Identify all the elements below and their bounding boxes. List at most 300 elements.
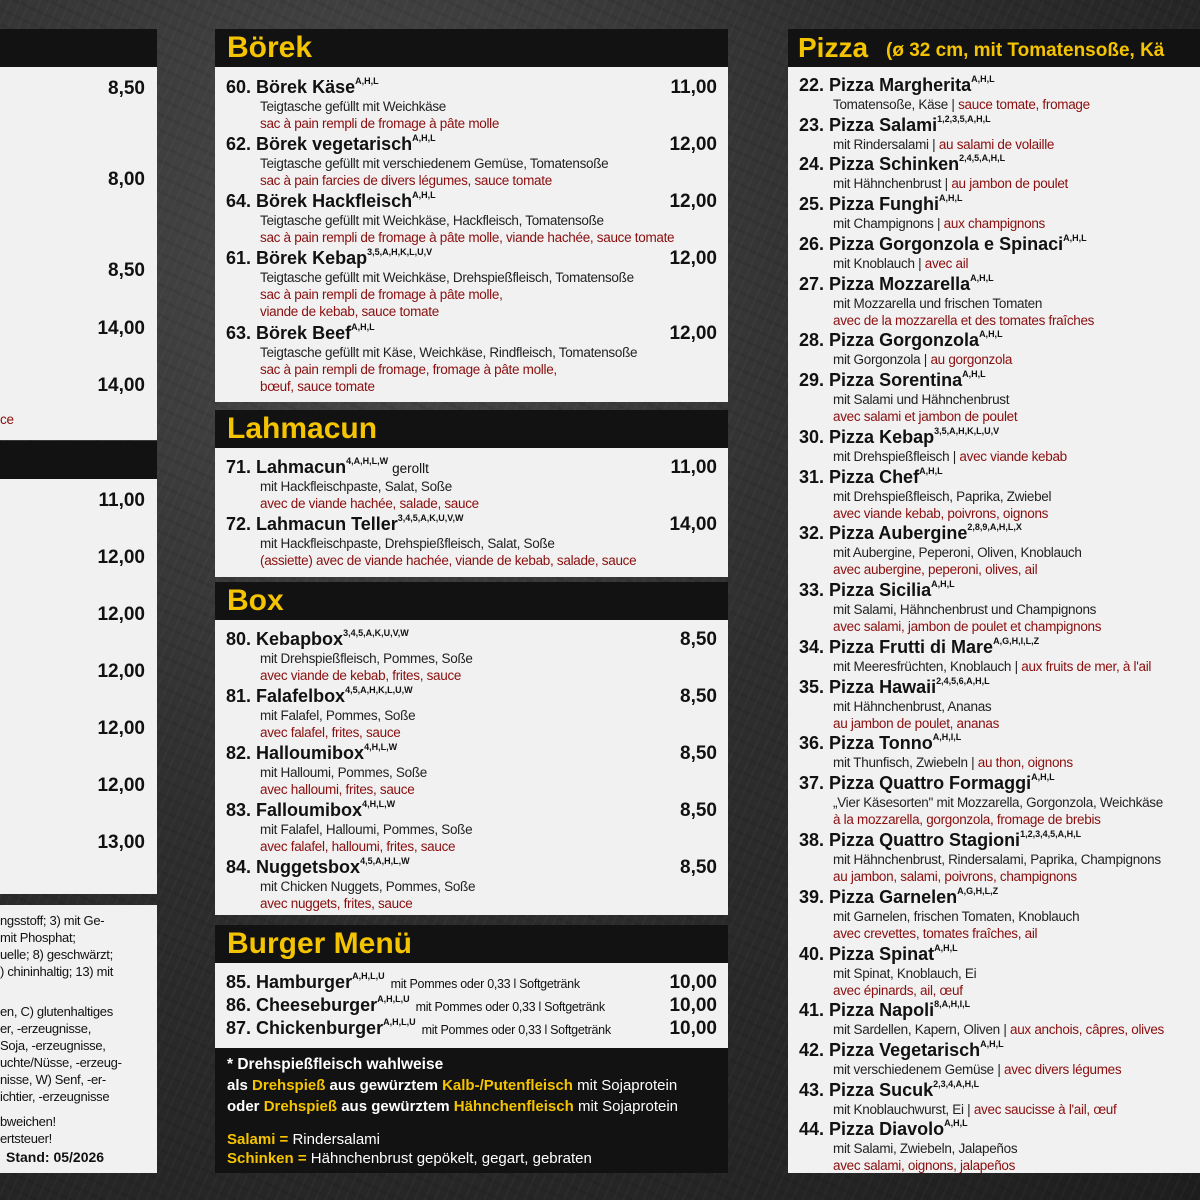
item-title: Pizza Hawaii	[829, 676, 937, 697]
item-desc-fr: au gorgonzola	[930, 352, 1013, 368]
item-desc-de: mit Mozzarella und frischen Tomaten	[833, 295, 1043, 311]
item-desc	[833, 1103, 1116, 1117]
info-line: Salami = Rindersalami	[227, 1131, 381, 1148]
item-title: Pizza Napoli	[829, 1000, 935, 1021]
item-name	[226, 324, 375, 342]
allergen-codes: 3,4,5,A,K,U,V,W	[343, 628, 409, 638]
item-desc-de: mit Hackfleischpaste, Drehspießfleisch, Salat, Soße	[260, 536, 555, 551]
item-name	[799, 1078, 980, 1100]
pizza-header	[788, 29, 1200, 67]
item-number: 29.	[799, 370, 825, 390]
allergen-codes: 3,5,A,H,K,L,U,V	[367, 247, 433, 257]
item-desc-de: mit Gorgonzola	[833, 352, 921, 368]
item-desc-de: mit Salami, Zwiebeln, Jalapeños	[833, 1141, 1018, 1157]
box-panel	[215, 620, 728, 915]
item-title: Nuggetsbox	[256, 857, 361, 877]
separator: |	[947, 97, 959, 112]
item-desc-fr: viande de kebab, sauce tomate	[260, 304, 439, 319]
item-desc-de: Teigtasche gefüllt mit Weichkäse, Drehspießfleisch, Tomatensoße	[260, 270, 634, 285]
item-name	[226, 996, 605, 1014]
allergen-codes: A,G,H,L,Z	[957, 885, 999, 896]
separator: |	[999, 1022, 1010, 1038]
item-desc-de: mit Halloumi, Pommes, Soße	[260, 765, 427, 780]
price: 14,00	[97, 318, 145, 339]
note-line: ichtier, -erzeugnisse	[0, 1089, 110, 1104]
item-desc-de: mit Hähnchenbrust, Rindersalami, Paprika, Champignons	[833, 851, 1161, 867]
item-number: 33.	[799, 580, 825, 601]
burger-panel	[215, 963, 728, 1048]
item-desc-fr: aux fruits de mer, à l'ail	[1021, 658, 1152, 674]
item-desc-de: Tomatensoße, Käse	[833, 97, 948, 112]
item-number: 83.	[226, 800, 252, 820]
item-desc-de: Teigtasche gefüllt mit Weichkäse, Hackfleisch, Tomatensoße	[260, 213, 604, 228]
item-desc-de: mit Rindersalami	[833, 136, 929, 152]
item-title: Börek vegetarisch	[256, 134, 413, 154]
item-title: Pizza Kebap	[829, 426, 935, 447]
note-line: Soja, -erzeugnisse,	[0, 1038, 106, 1053]
allergen-codes: 2,8,9,A,H,L,X	[967, 522, 1022, 533]
item-title: Pizza Garnelen	[829, 886, 958, 907]
item-title: Pizza Salami	[829, 114, 938, 135]
item-desc	[833, 853, 1161, 867]
lahmacun-header	[215, 410, 728, 448]
item-desc-de: mit Garnelen, frischen Tomaten, Knoblauch	[833, 908, 1080, 924]
item-number: 82.	[226, 743, 252, 763]
item-price: 8,50	[680, 857, 717, 878]
separator: |	[933, 216, 944, 232]
item-name	[799, 581, 955, 599]
allergen-codes: A,H,L,U	[352, 971, 385, 981]
item-desc-de: Teigtasche gefüllt mit Weichkäse	[260, 99, 446, 114]
allergen-codes: A,H,L	[1031, 772, 1055, 783]
item-desc	[833, 660, 1151, 674]
allergen-codes: A,H,L,U	[377, 994, 410, 1004]
item-desc-fr: avec viande kebab	[959, 448, 1067, 464]
separator: |	[949, 448, 960, 464]
item-name	[226, 78, 379, 96]
item-number: 72.	[226, 514, 252, 534]
allergen-codes: 4,A,H,L,W	[346, 456, 389, 466]
price: 12,00	[97, 718, 145, 739]
allergen-codes: 2,3,4,A,H,L	[933, 1078, 980, 1089]
allergen-notes-panel	[0, 905, 157, 1173]
item-desc-fr: avec divers légumes	[1003, 1062, 1122, 1077]
item-desc-de: mit Chicken Nuggets, Pommes, Soße	[260, 879, 476, 894]
item-name	[799, 425, 1000, 447]
item-desc-fr: avec salami, oignons, jalapeños	[833, 1158, 1016, 1173]
item-desc	[833, 393, 1009, 407]
item-desc-de: mit Aubergine, Peperoni, Oliven, Knoblauch	[833, 545, 1082, 561]
item-desc-fr: sac à pain rempli de fromage à pâte molle,	[260, 287, 503, 302]
item-desc	[833, 98, 1090, 112]
item-desc-fr: sac à pain farcies de divers légumes, sauce tomate	[260, 173, 552, 188]
item-number: 41.	[799, 1000, 825, 1021]
item-price: 10,00	[669, 972, 717, 993]
item-price: 10,00	[669, 995, 717, 1016]
left-mid-header	[0, 441, 157, 479]
item-name	[799, 942, 958, 964]
item-name	[799, 635, 1040, 657]
note-line: nisse, W) Senf, -er-	[0, 1072, 106, 1087]
item-desc-fr: sac à pain rempli de fromage à pâte molle, viande hachée, sauce tomate	[260, 230, 675, 245]
left-top-header	[0, 29, 157, 67]
item-number: 27.	[799, 273, 825, 294]
item-desc	[833, 700, 991, 714]
item-number: 60.	[226, 77, 252, 97]
item-title: Pizza Vegetarisch	[829, 1040, 981, 1060]
allergen-codes: 2,4,5,6,A,H,L	[936, 675, 990, 686]
item-title: Pizza Chef	[829, 466, 920, 487]
item-number: 40.	[799, 943, 825, 964]
item-desc-de: mit Knoblauchwurst, Ei	[833, 1101, 964, 1117]
section-title: Burger Menü	[227, 927, 413, 960]
item-name	[799, 774, 1055, 792]
allergen-codes: A,H,L	[979, 329, 1003, 340]
item-title: Pizza Gorgonzola e Spinaci	[829, 233, 1064, 254]
item-name	[799, 828, 1082, 850]
allergen-codes: 2,4,5,A,H,L	[959, 153, 1006, 164]
item-desc-fr: avec salami et jambon de poulet	[833, 409, 1018, 424]
item-number: 43.	[799, 1079, 825, 1100]
item-number: 35.	[799, 676, 825, 697]
item-title: Börek Hackfleisch	[256, 191, 413, 211]
item-desc	[833, 490, 1051, 504]
item-desc	[833, 138, 1054, 152]
allergen-codes: 3,5,A,H,K,L,U,V	[934, 425, 1000, 436]
item-desc-de: mit Thunfisch, Zwiebeln	[833, 755, 968, 771]
allergen-codes: A,H,L	[931, 579, 955, 590]
item-name	[799, 1041, 1004, 1059]
item-title: Lahmacun	[256, 457, 347, 477]
section-title: Box	[227, 584, 284, 617]
item-desc	[833, 603, 1096, 617]
separator: |	[963, 1101, 974, 1117]
item-desc-fr: au jambon de poulet	[951, 176, 1068, 192]
item-number: 25.	[799, 194, 825, 215]
allergen-codes: A,H,I,L	[932, 732, 962, 743]
item-number: 39.	[799, 886, 825, 907]
separator: |	[967, 755, 978, 771]
item-desc-de: mit Meeresfrüchten, Knoblauch	[833, 658, 1012, 674]
lahmacun-panel	[215, 448, 728, 577]
item-title: Pizza Gorgonzola	[829, 330, 980, 351]
left-mid-panel	[0, 479, 157, 894]
item-desc-fr: avec salami, jambon de poulet et champignons	[833, 619, 1102, 635]
allergen-codes: 1,2,3,4,5,A,H,L	[1020, 828, 1082, 839]
item-desc	[833, 546, 1082, 560]
item-desc-fr: sauce tomate, fromage	[958, 97, 1090, 112]
price: 12,00	[97, 604, 145, 625]
section-title: Börek	[227, 31, 313, 64]
allergen-codes: A,H,L	[971, 74, 995, 84]
item-desc-fr: (assiette) avec de viande hachée, viande de kebab, salade, sauce	[260, 553, 637, 568]
item-name	[799, 524, 1022, 542]
item-desc-de: mit Drehspießfleisch	[833, 448, 950, 464]
item-title: Pizza Spinat	[829, 943, 935, 964]
price: 14,00	[97, 375, 145, 396]
item-title: Pizza Quattro Stagioni	[829, 829, 1021, 850]
item-number: 37.	[799, 773, 825, 794]
item-price: 8,50	[680, 800, 717, 821]
item-desc-de: mit Drehspießfleisch, Paprika, Zwiebel	[833, 488, 1052, 504]
note-line: bweichen!	[0, 1114, 56, 1129]
item-name	[226, 249, 432, 267]
item-name	[799, 675, 990, 697]
price: 12,00	[97, 775, 145, 796]
item-desc-fr: sac à pain rempli de fromage à pâte molle	[260, 116, 500, 131]
item-title: Pizza Aubergine	[829, 523, 968, 544]
allergen-codes: A,H,L	[1063, 232, 1087, 243]
info-line: oder Drehspieß aus gewürztem Hähnchenfleisch mit Sojaprotein	[227, 1098, 678, 1115]
item-number: 80.	[226, 629, 252, 649]
price: 12,00	[97, 547, 145, 568]
item-title: Pizza Margherita	[829, 75, 972, 95]
section-title: Pizza	[798, 32, 869, 63]
stand-date: Stand: 05/2026	[6, 1149, 105, 1165]
item-name	[226, 973, 580, 991]
allergen-codes: 4,H,L,W	[364, 742, 398, 752]
note-line: en, C) glutenhaltiges	[0, 1004, 113, 1019]
item-title: Cheeseburger	[256, 995, 378, 1015]
item-name	[799, 331, 1003, 349]
item-title: Börek Beef	[256, 323, 352, 343]
allergen-codes: A,H,L	[919, 465, 943, 476]
item-title: Pizza Funghi	[829, 194, 940, 215]
item-number: 87.	[226, 1018, 252, 1038]
item-name	[226, 192, 436, 210]
note-line: ) chininhaltig; 13) mit	[0, 964, 114, 979]
item-desc-fr: au thon, oignons	[977, 755, 1073, 771]
item-desc-de: mit Hackfleischpaste, Salat, Soße	[260, 479, 452, 494]
item-desc-de: mit Salami und Hähnchenbrust	[833, 392, 1010, 407]
item-number: 38.	[799, 829, 825, 850]
allergen-codes: A,G,H,I,L,Z	[993, 635, 1040, 646]
borek-header	[215, 29, 728, 67]
item-title: Pizza Schinken	[829, 154, 960, 175]
item-desc	[833, 1063, 1121, 1077]
item-number: 85.	[226, 972, 252, 992]
allergen-codes: A,H,L	[944, 1118, 968, 1129]
note-line: mit Phosphat;	[0, 930, 76, 945]
note-line: uchte/Nüsse, -erzeug-	[0, 1055, 122, 1070]
item-number: 24.	[799, 154, 825, 175]
item-desc	[833, 967, 976, 981]
item-title: Pizza Sucuk	[829, 1079, 934, 1100]
item-name	[226, 801, 395, 819]
left-top-panel	[0, 67, 157, 440]
allergen-codes: A,H,L	[355, 76, 379, 86]
item-name	[799, 195, 963, 213]
item-number: 34.	[799, 636, 825, 657]
item-title: Pizza Frutti di Mare	[829, 636, 994, 657]
item-title: Börek Kebap	[256, 248, 368, 268]
separator: |	[914, 255, 925, 271]
item-number: 64.	[226, 191, 252, 211]
item-desc-de: mit verschiedenem Gemüse	[833, 1062, 994, 1077]
item-title: Pizza Diavolo	[829, 1119, 945, 1140]
allergen-codes: A,H,L	[980, 1039, 1004, 1049]
separator: |	[1011, 658, 1022, 674]
item-desc-de: mit Falafel, Pommes, Soße	[260, 708, 416, 723]
allergen-codes: A,H,L,U	[383, 1017, 416, 1027]
separator: |	[993, 1062, 1004, 1077]
item-price: 12,00	[669, 134, 717, 155]
fr-fragment: ce	[0, 412, 14, 427]
box-header	[215, 582, 728, 620]
meat-info-box	[215, 1048, 728, 1173]
item-name	[799, 371, 986, 389]
item-desc-fr: avec crevettes, tomates fraîches, ail	[833, 925, 1038, 941]
item-price: 8,50	[680, 686, 717, 707]
item-desc-fr: avec halloumi, frites, sauce	[260, 782, 415, 797]
item-title: Pizza Mozzarella	[829, 273, 971, 294]
separator: |	[941, 176, 952, 192]
item-name	[799, 272, 994, 294]
pizza-panel	[788, 67, 1200, 1173]
item-price: 11,00	[670, 77, 717, 98]
item-side: mit Pommes oder 0,33 l Softgetränk	[390, 977, 580, 991]
separator: |	[920, 352, 931, 368]
item-desc-fr: avec viande de kebab, frites, sauce	[260, 668, 462, 683]
item-desc-fr: aux anchois, câpres, olives	[1010, 1022, 1164, 1038]
note-line: er, -erzeugnisse,	[0, 1021, 92, 1036]
item-price: 10,00	[669, 1018, 717, 1039]
section-subtitle: (ø 32 cm, mit Tomatensoße, Kä	[886, 40, 1165, 61]
allergen-codes: 1,2,3,5,A,H,L	[937, 113, 991, 124]
allergen-codes: 4,5,A,H,K,L,U,W	[345, 685, 413, 695]
item-extra: gerollt	[392, 461, 429, 476]
info-line: als Drehspieß aus gewürztem Kalb-/Putenfleisch mit Sojaprotein	[227, 1077, 678, 1094]
item-title: Pizza Sicilia	[829, 580, 932, 601]
item-desc-fr: avec falafel, halloumi, frites, sauce	[260, 839, 456, 854]
item-name	[226, 744, 397, 762]
allergen-codes: 4,H,L,W	[362, 799, 396, 809]
allergen-codes: A,H,L	[970, 272, 994, 283]
item-desc	[833, 756, 1073, 770]
item-desc-fr: avec nuggets, frites, sauce	[260, 896, 413, 911]
item-number: 63.	[226, 323, 252, 343]
item-desc	[833, 257, 968, 271]
price: 8,50	[108, 78, 145, 99]
item-desc-de: mit Hähnchenbrust, Ananas	[833, 698, 992, 714]
item-number: 28.	[799, 330, 825, 351]
item-desc-fr: avec viande kebab, poivrons, oignons	[833, 505, 1049, 521]
allergen-codes: A,H,L	[962, 369, 986, 379]
item-desc	[833, 796, 1163, 810]
item-title: Pizza Tonno	[829, 733, 933, 754]
item-title: Falafelbox	[256, 686, 346, 706]
item-name	[799, 465, 943, 487]
item-name	[799, 885, 999, 907]
item-side: mit Pommes oder 0,33 l Softgetränk	[421, 1023, 611, 1037]
burger-header	[215, 925, 728, 963]
item-name	[799, 76, 995, 94]
info-line: Schinken = Hähnchenbrust gepökelt, gegart, gebraten	[227, 1150, 592, 1167]
item-price: 8,50	[680, 743, 717, 764]
item-desc-de: mit Sardellen, Kapern, Oliven	[833, 1022, 1000, 1038]
item-number: 42.	[799, 1040, 825, 1060]
price: 12,00	[97, 661, 145, 682]
item-number: 71.	[226, 457, 252, 477]
item-desc	[833, 1142, 1017, 1156]
item-desc-fr: au salami de volaille	[938, 136, 1055, 152]
item-side: mit Pommes oder 0,33 l Softgetränk	[415, 1000, 605, 1014]
item-number: 31.	[799, 466, 825, 487]
allergen-codes: A,H,L	[412, 133, 436, 143]
price: 8,00	[108, 169, 145, 190]
item-number: 81.	[226, 686, 252, 706]
item-desc-fr: aux champignons	[943, 216, 1045, 232]
note-line: ngsstoff; 3) mit Ge-	[0, 913, 105, 928]
item-title: Lahmacun Teller	[256, 514, 398, 534]
item-desc-fr: avec épinards, ail, œuf	[833, 982, 963, 998]
item-desc-de: „Vier Käsesorten" mit Mozzarella, Gorgonzola, Weichkäse	[833, 795, 1163, 811]
item-desc-de: mit Salami, Hähnchenbrust und Champignons	[833, 602, 1097, 618]
item-desc	[833, 297, 1042, 311]
item-name	[799, 232, 1087, 254]
allergen-codes: A,H,L	[934, 942, 958, 953]
item-number: 44.	[799, 1119, 825, 1140]
item-desc-fr: au jambon de poulet, ananas	[833, 715, 1000, 731]
item-desc-fr: avec de la mozzarella et des tomates fraîches	[833, 312, 1095, 328]
item-desc-de: mit Champignons	[833, 216, 934, 232]
item-name	[799, 155, 1005, 173]
item-desc-fr: bœuf, sauce tomate	[260, 379, 375, 394]
section-title: Lahmacun	[227, 412, 378, 445]
note-line: uelle; 8) geschwärzt;	[0, 947, 113, 962]
item-title: Kebapbox	[256, 629, 344, 649]
item-title: Halloumibox	[256, 743, 365, 763]
info-line: * Drehspießfleisch wahlweise	[227, 1056, 444, 1073]
item-price: 11,00	[670, 457, 717, 478]
allergen-codes: 4,5,A,H,L,W	[360, 856, 410, 866]
item-name	[226, 458, 429, 476]
item-title: Pizza Sorentina	[829, 370, 963, 390]
item-desc-de: mit Falafel, Halloumi, Pommes, Soße	[260, 822, 473, 837]
item-desc-fr: avec de viande hachée, salade, sauce	[260, 496, 479, 511]
item-price: 14,00	[669, 514, 717, 535]
price: 8,50	[108, 260, 145, 281]
item-number: 84.	[226, 857, 252, 877]
item-price: 12,00	[669, 323, 717, 344]
item-desc	[833, 353, 1012, 367]
allergen-codes: A,H,L	[351, 322, 375, 332]
item-desc-de: mit Knoblauch	[833, 255, 915, 271]
item-desc-de: mit Spinat, Knoblauch, Ei	[833, 965, 977, 981]
item-price: 12,00	[669, 191, 717, 212]
allergen-codes: A,H,L	[412, 190, 436, 200]
allergen-codes: A,H,L	[939, 193, 963, 204]
item-title: Börek Käse	[256, 77, 356, 97]
item-number: 30.	[799, 426, 825, 447]
item-name	[226, 687, 413, 705]
item-name	[226, 858, 410, 876]
item-desc-fr: au jambon, salami, poivrons, champignons	[833, 868, 1077, 884]
item-name	[226, 630, 409, 648]
item-number: 86.	[226, 995, 252, 1015]
item-name	[799, 1001, 970, 1019]
item-desc-fr: sac à pain rempli de fromage, fromage à pâte molle,	[260, 362, 557, 377]
item-desc-de: mit Hähnchenbrust	[833, 176, 942, 192]
item-desc	[833, 1023, 1164, 1037]
item-desc-de: mit Drehspießfleisch, Pommes, Soße	[260, 651, 473, 666]
item-title: Hamburger	[256, 972, 353, 992]
item-number: 62.	[226, 134, 252, 154]
item-desc	[833, 217, 1045, 231]
item-number: 23.	[799, 114, 825, 135]
item-name	[226, 1019, 611, 1037]
item-desc-fr: à la mozzarella, gorgonzola, fromage de brebis	[833, 812, 1101, 828]
